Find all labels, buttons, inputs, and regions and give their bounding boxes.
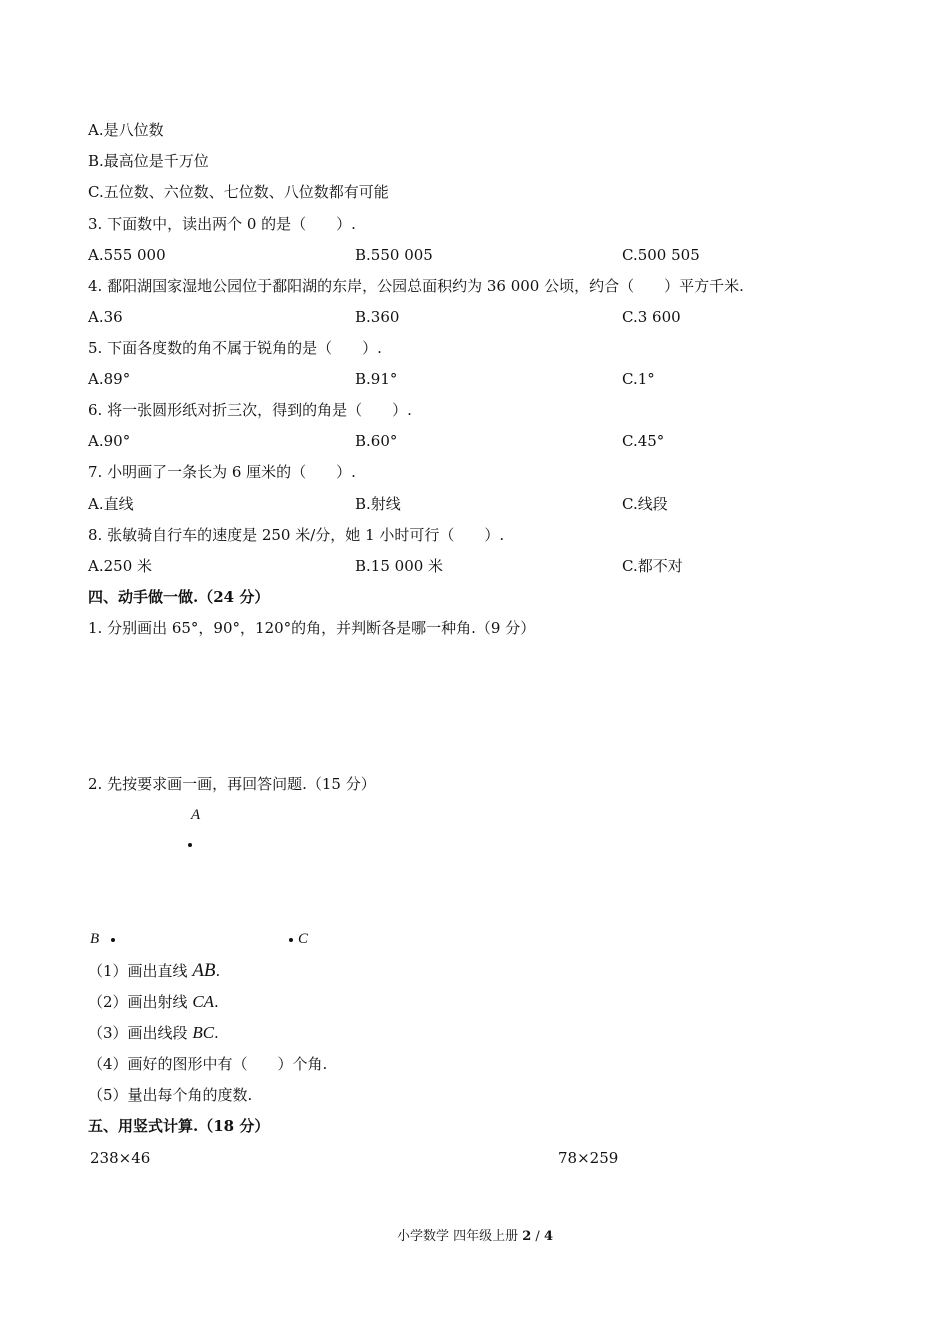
point-c-dot xyxy=(289,938,293,942)
option-c: C.500 505 xyxy=(622,246,700,264)
task-line: （5）量出每个角的度数. xyxy=(88,1086,253,1104)
task-symbol: CA xyxy=(192,992,215,1011)
task-text: （1）画出直线 xyxy=(88,962,193,980)
option-b: B.60° xyxy=(355,432,398,450)
task-symbol: AB xyxy=(192,960,216,981)
task-line: （4）画好的图形中有（ ）个角. xyxy=(88,1055,328,1073)
option-a: A.89° xyxy=(88,370,131,388)
question-stem: 4. 鄱阳湖国家湿地公园位于鄱阳湖的东岸，公园总面积约为 36 000 公顷，约合（ ）平方千米. xyxy=(88,277,744,295)
calc-expression: 78×259 xyxy=(558,1149,619,1167)
option-b: B.91° xyxy=(355,370,398,388)
task-symbol: BC xyxy=(192,1023,215,1042)
question-stem: 8. 张敏骑自行车的速度是 250 米/分，她 1 小时可行（ ）. xyxy=(88,526,505,544)
task-text: （3）画出线段 xyxy=(88,1024,193,1042)
option-row xyxy=(88,245,848,265)
task-text: （2）画出射线 xyxy=(88,993,193,1011)
option-c: C.3 600 xyxy=(622,308,681,326)
option-line: A.是八位数 xyxy=(88,121,164,139)
question-stem: 7. 小明画了一条长为 6 厘米的（ ）. xyxy=(88,463,356,481)
section-title: 四、动手做一做.（24 分） xyxy=(88,588,270,606)
option-b: B.射线 xyxy=(355,495,401,513)
option-c: C.线段 xyxy=(622,495,668,513)
option-row xyxy=(88,556,848,576)
option-b: B.360 xyxy=(355,308,400,326)
calc-expression: 238×46 xyxy=(90,1149,151,1167)
option-row xyxy=(88,431,848,451)
option-row xyxy=(88,369,848,389)
option-line: B.最高位是千万位 xyxy=(88,152,209,170)
option-row xyxy=(88,494,848,514)
task-suffix: . xyxy=(214,1024,219,1042)
option-a: A.250 米 xyxy=(88,557,152,575)
footer-text: 小学数学 四年级上册 xyxy=(396,1229,523,1244)
option-row xyxy=(88,307,848,327)
option-c: C.都不对 xyxy=(622,557,683,575)
question-stem: 6. 将一张圆形纸对折三次，得到的角是（ ）. xyxy=(88,401,412,419)
point-b-dot xyxy=(111,938,115,942)
option-a: A.90° xyxy=(88,432,131,450)
page-footer xyxy=(0,1228,950,1246)
point-a-label: A xyxy=(191,807,201,823)
option-a: A.36 xyxy=(88,308,123,326)
option-b: B.15 000 米 xyxy=(355,557,444,575)
option-b: B.550 005 xyxy=(355,246,433,264)
page-number: 2 xyxy=(522,1229,532,1244)
option-a: A.555 000 xyxy=(88,246,166,264)
point-a-dot xyxy=(188,843,192,847)
task-line xyxy=(88,1023,219,1043)
option-c: C.45° xyxy=(622,432,665,450)
question-stem: 1. 分别画出 65°，90°，120°的角，并判断各是哪一种角.（9 分） xyxy=(88,619,536,637)
option-a: A.直线 xyxy=(88,495,134,513)
task-line xyxy=(88,992,219,1012)
point-b-label: B xyxy=(90,931,100,947)
question-stem: 5. 下面各度数的角不属于锐角的是（ ）. xyxy=(88,339,382,357)
section-title: 五、用竖式计算.（18 分） xyxy=(88,1117,270,1135)
page-separator: / xyxy=(531,1229,544,1244)
page-total: 4 xyxy=(543,1229,553,1244)
task-line xyxy=(88,961,220,981)
question-stem: 2. 先按要求画一画，再回答问题.（15 分） xyxy=(88,775,376,793)
task-suffix: . xyxy=(214,993,219,1011)
option-c: C.1° xyxy=(622,370,655,388)
option-line: C.五位数、六位数、七位数、八位数都有可能 xyxy=(88,183,389,201)
question-stem: 3. 下面数中，读出两个 0 的是（ ）. xyxy=(88,215,356,233)
point-c-label: C xyxy=(298,931,309,947)
task-suffix: . xyxy=(215,962,221,980)
